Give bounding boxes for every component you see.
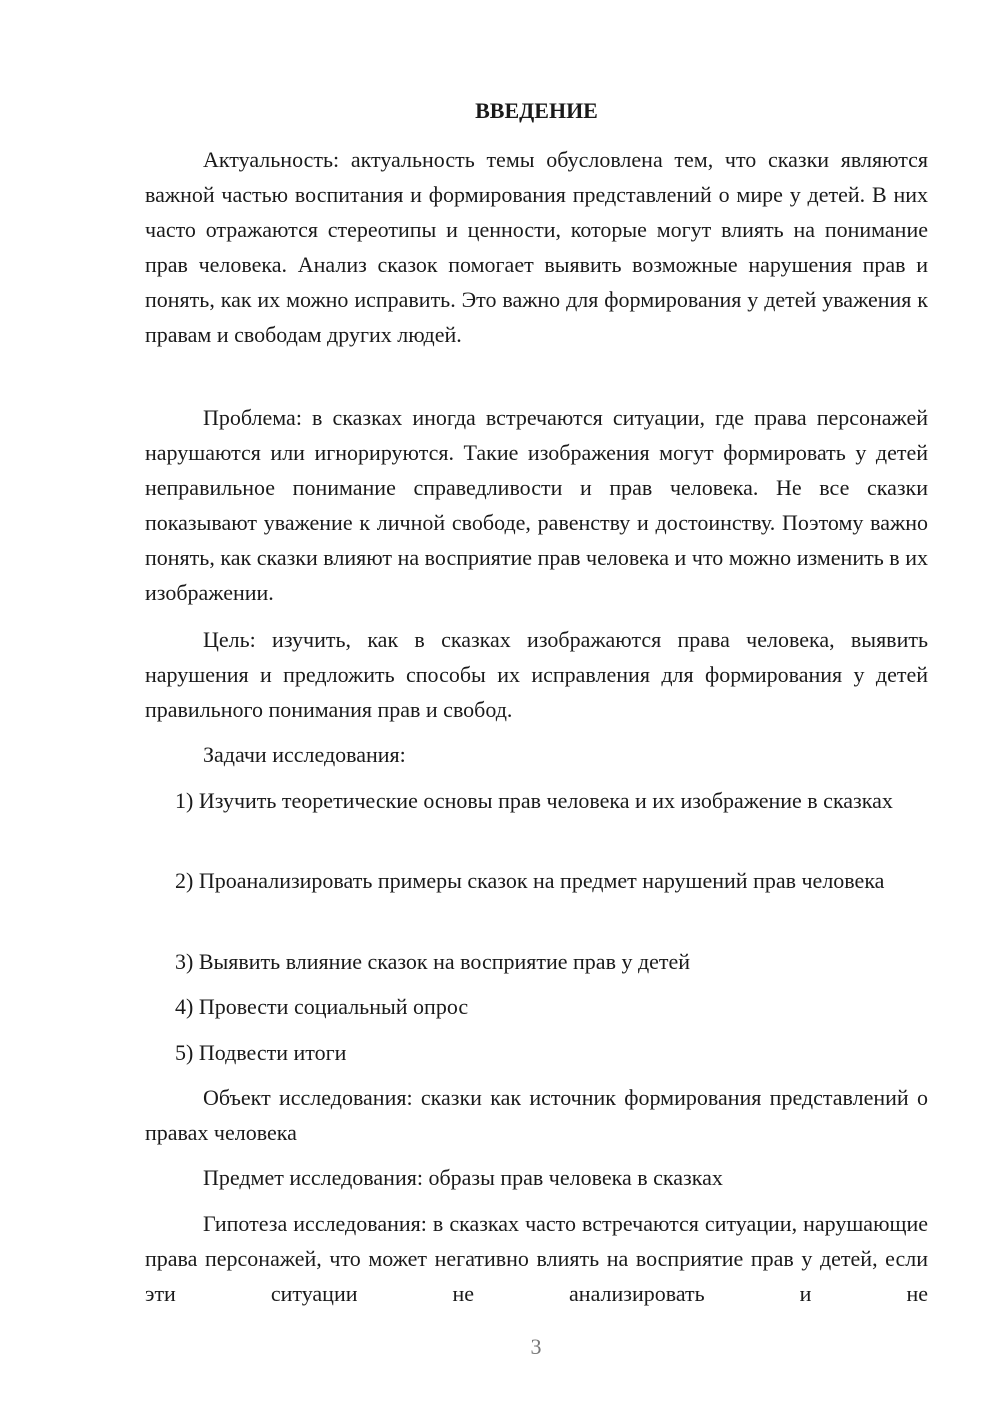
page-number: 3 <box>530 1334 542 1359</box>
problem-paragraph: Проблема: в сказках иногда встречаются ситуации, где права персонажей нарушаются или игнорируются. Такие изображения могут формировать у детей неправильное понимание справедливости и прав человека. Не все сказки показывают уважение к личной свободе, равенству и достоинству. Поэтому важно понять, как сказки влияют на восприятие прав человека и что можно изменить в их изображении. <box>145 405 928 605</box>
hypothesis-paragraph: Гипотеза исследования: в сказках часто встречаются ситуации, нарушающие права персонажей, что может негативно влиять на восприятие прав у детей, если эти ситуации не анализировать и не <box>145 1211 928 1306</box>
goal-paragraph: Цель: изучить, как в сказках изображаются права человека, выявить нарушения и предложить способы их исправления для формирования у детей правильного понимания прав и свобод. <box>145 627 928 722</box>
task-item-4: 4) Провести социальный опрос <box>175 994 469 1019</box>
subject-paragraph: Предмет исследования: образы прав человека в сказках <box>203 1165 723 1190</box>
section-heading: ВВЕДЕНИЕ <box>475 98 598 123</box>
task-item-1: 1) Изучить теоретические основы прав человека и их изображение в сказках <box>175 788 893 813</box>
object-paragraph: Объект исследования: сказки как источник формирования представлений о правах человека <box>145 1085 928 1145</box>
task-item-2: 2) Проанализировать примеры сказок на предмет нарушений прав человека <box>175 868 885 893</box>
tasks-title: Задачи исследования: <box>203 742 406 767</box>
task-item-3: 3) Выявить влияние сказок на восприятие прав у детей <box>175 949 691 974</box>
task-item-5: 5) Подвести итоги <box>175 1040 347 1065</box>
relevance-paragraph: Актуальность: актуальность темы обусловлена тем, что сказки являются важной частью воспитания и формирования представлений о мире у детей. В них часто отражаются стереотипы и ценности, которые могут влиять на понимание прав человека. Анализ сказок помогает выявить возможные нарушения прав и понять, как их можно исправить. Это важно для формирования у детей уважения к правам и свободам других людей. <box>145 147 928 347</box>
